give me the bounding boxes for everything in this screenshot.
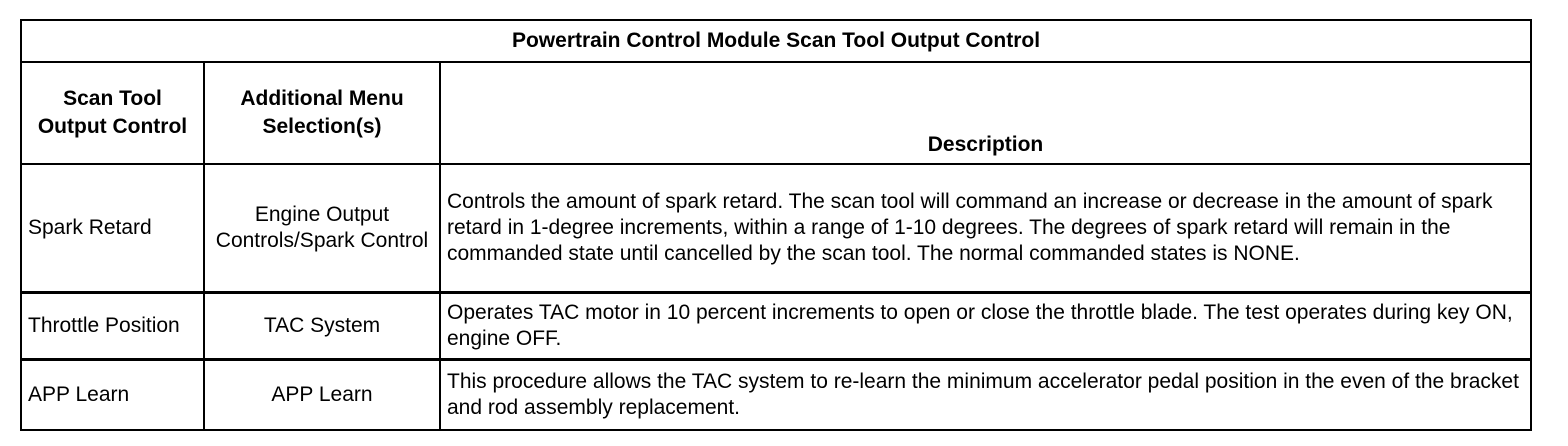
table-row — [21, 164, 1531, 293]
cell-description: This procedure allows the TAC system to re-learn the minimum accelerator pedal position in the even of the bracket and rod assembly replacement. — [440, 360, 1531, 431]
header-scan-tool-output-control: Scan Tool Output Control — [21, 62, 204, 164]
table-title: Powertrain Control Module Scan Tool Output Control — [21, 20, 1531, 62]
header-description: Description — [440, 62, 1531, 164]
table-row — [21, 360, 1531, 431]
table-row — [21, 293, 1531, 360]
cell-menu-selection: Engine Output Controls/Spark Control — [204, 164, 440, 293]
cell-output-control: Spark Retard — [21, 164, 204, 293]
cell-menu-selection: TAC System — [204, 293, 440, 360]
header-additional-menu-selections: Additional Menu Selection(s) — [204, 62, 440, 164]
table-title-row — [21, 20, 1531, 62]
cell-menu-selection: APP Learn — [204, 360, 440, 431]
cell-description: Controls the amount of spark retard. The scan tool will command an increase or decrease in the amount of spark retard in 1-degree increments, within a range of 1-10 degrees. The degrees of spark retard will remain in the commanded state until cancelled by the scan tool. The normal commanded states is NONE. — [440, 164, 1531, 293]
cell-output-control: Throttle Position — [21, 293, 204, 360]
output-control-table — [20, 19, 1532, 431]
cell-description: Operates TAC motor in 10 percent increments to open or close the throttle blade. The test operates during key ON, engine OFF. — [440, 293, 1531, 360]
cell-output-control: APP Learn — [21, 360, 204, 431]
table-header-row — [21, 62, 1531, 164]
document-page — [20, 19, 1530, 431]
